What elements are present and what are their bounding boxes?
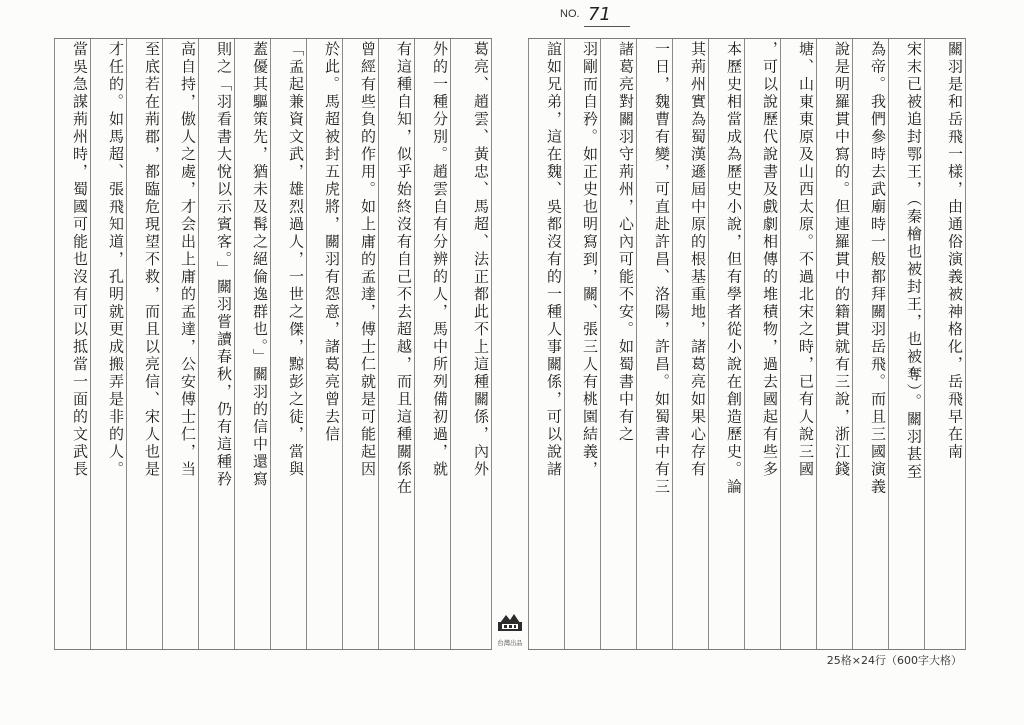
column-text: 塘、山東東原及山西太原。不過北宋之時，已有人說三國 xyxy=(797,41,815,479)
column-text: 為帝。我們參時去武廟時一般都拜關羽岳飛。而且三國演義 xyxy=(869,41,887,496)
column-text: 有這種自知，似乎始終沒有自己不去超越，而且這種關係在 xyxy=(395,41,413,496)
column-text: 「孟起兼資文武，雄烈過人，一世之傑，黥彭之徒，當與 xyxy=(287,41,305,479)
center-gutter xyxy=(492,38,528,648)
manuscript-column xyxy=(924,39,966,649)
manuscript-column xyxy=(198,39,234,649)
column-text: 曾經有些負的作用。如上庸的孟達，傅士仁就是可能起因 xyxy=(359,41,377,479)
manuscript-column xyxy=(270,39,306,649)
manuscript-column xyxy=(852,39,888,649)
column-text: 諸葛亮對關羽守荊州，心內可能不安。如蜀書中有之 xyxy=(617,41,635,444)
column-text: 則之「羽看書大悅以示賓客。」關羽嘗讀春秋，仍有這種矜 xyxy=(215,41,233,489)
manuscript-column xyxy=(378,39,414,649)
column-text: 誼如兄弟，這在魏、吳都沒有的一種人事關係，可以說諸 xyxy=(545,41,563,479)
column-text: 才任的。如馬超、張飛知道，孔明就更成搬弄是非的人。 xyxy=(107,41,125,479)
manuscript-column xyxy=(744,39,780,649)
column-text: 其荊州實為蜀漢遜屆中原的根基重地，諸葛亮如果心存有 xyxy=(689,41,707,479)
column-text: 高自持，傲人之處，才会出上庸的孟達，公安傅士仁，当 xyxy=(179,41,197,479)
column-text: 外的一種分別。趙雲自有分辨的人，馬中所列備初過，就 xyxy=(431,41,449,479)
manuscript-column xyxy=(600,39,636,649)
manuscript-column xyxy=(234,39,270,649)
manuscript-column xyxy=(306,39,342,649)
column-text: 一日，魏曹有變，可直赴許昌、洛陽，許昌。如蜀書中有三 xyxy=(653,41,671,496)
column-text: 當吳急謀荊州時，蜀國可能也沒有可以抵當一面的文武長 xyxy=(71,41,89,479)
column-text: 至底若在荊郡，都臨危現望不救，而且以亮信、宋人也是 xyxy=(143,41,161,479)
page-number-underline xyxy=(584,26,630,27)
manuscript-column xyxy=(414,39,450,649)
column-text: 說是明羅貫中寫的。但連羅貫中的籍貫就有三說，浙江錢 xyxy=(833,41,851,479)
manuscript-column xyxy=(564,39,600,649)
column-text: 本歷史相當成為歷史小說，但有學者從小說在創造歷史。論 xyxy=(725,41,743,496)
manuscript-column xyxy=(54,39,90,649)
page-number-label: NO. xyxy=(560,8,580,20)
manuscript-column xyxy=(342,39,378,649)
manuscript-column xyxy=(450,39,492,649)
manuscript-column xyxy=(888,39,924,649)
column-text: 關羽是和岳飛一樣，由通俗演義被神格化，岳飛早在南 xyxy=(946,41,964,461)
column-text: 羽剛而自矜。如正史也明寫到，關、張三人有桃園結義， xyxy=(581,41,599,479)
manuscript-column xyxy=(672,39,708,649)
column-text: 宋末已被追封鄂王，（秦檜也被封王，也被奪）。關羽甚至 xyxy=(905,41,923,481)
manuscript-column xyxy=(162,39,198,649)
grid-spec-label: 25格×24行（600字大格） xyxy=(826,654,962,667)
manuscript-column xyxy=(636,39,672,649)
manuscript-column xyxy=(816,39,852,649)
column-text: 於此。馬超被封五虎將，關羽有怨意，諸葛亮曾去信 xyxy=(323,41,341,444)
column-text: ，可以說歷代說書及戲劇相傳的堆積物，過去國起有些多 xyxy=(761,41,779,479)
page-number-value: 71 xyxy=(588,4,611,25)
left-manuscript-sheet xyxy=(54,38,492,650)
manuscript-column xyxy=(90,39,126,649)
publisher-name: 台灣出品 xyxy=(497,639,523,647)
column-text: 葛亮、趙雲、黃忠、馬超、法正都此不上這種關係，內外 xyxy=(472,41,490,479)
manuscript-column xyxy=(708,39,744,649)
right-manuscript-sheet xyxy=(528,38,966,650)
column-text: 蓋優其驅策先，猶未及髯之絕倫逸群也。」關羽的信中還寫 xyxy=(251,41,269,489)
manuscript-column xyxy=(528,39,564,649)
mountain-logo-icon xyxy=(497,612,523,632)
manuscript-column xyxy=(780,39,816,649)
manuscript-column xyxy=(126,39,162,649)
